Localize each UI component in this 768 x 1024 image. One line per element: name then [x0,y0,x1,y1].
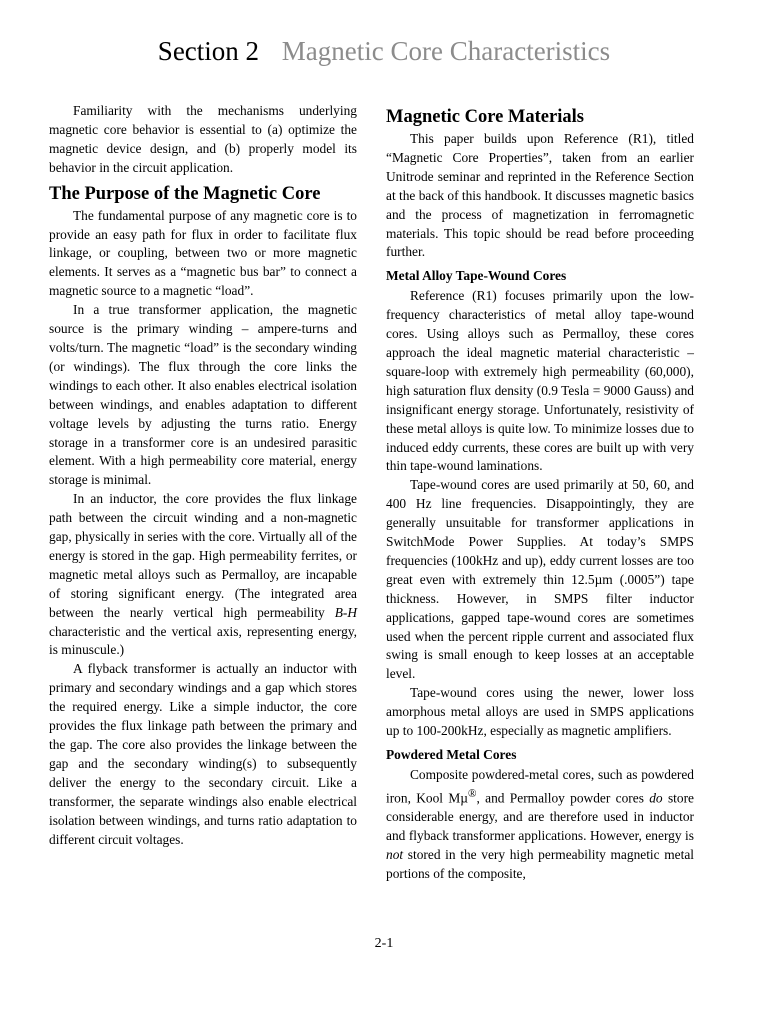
tape-wound-heading: Metal Alloy Tape-Wound Cores [386,268,567,284]
powdered-text-b: , and Permalloy powder cores [476,790,650,806]
purpose-paragraph-1: The fundamental purpose of any magnetic core is to provide an easy path for flux in order to facilitate flux linkage, or coupling, between two or more magnetic elements. It serves as a “magnetic bus bar” to connect a magnetic source to a magnetic “load”. [49,207,357,299]
powdered-text-c: store considerable energy, and are therefore used in inductor and flyback transformer applications. However, energy is [386,790,694,844]
section-title: Magnetic Core Characteristics [281,36,611,66]
registered-mark: ® [467,787,477,800]
powdered-paragraph-1 [386,766,694,884]
purpose-p3-text-a: In an inductor, the core provides the flux linkage path between the circuit winding and a non-magnetic gap, physically in series with the core. Virtually all of the energy is stored in the gap. High permeability ferrites, or magnetic metal alloys such as Permalloy, are incapable of storing significant energy. (The integrated area between the nearly vertical high permeability [49,491,357,620]
purpose-p3-text-b: characteristic and the vertical axis, representing energy, is minuscule.) [49,623,357,658]
powdered-text-d: stored in the very high permeability magnetic metal portions of the composite, [386,847,694,881]
purpose-heading: The Purpose of the Magnetic Core [49,183,321,204]
right-column [386,102,694,884]
tape-wound-paragraph-2: Tape-wound cores are used primarily at 50, 60, and 400 Hz line frequencies. Disappointingly, they are generally unsuitable for transformer applications in SwitchMode Power Supplies. At today’s SMPS frequencies (100kHz and up), eddy current losses are too great even with extremely thin 12.5µm (.0005”) tape thickness. However, in SMPS filter inductor applications, gapped tape-wound cores are sometimes used when the percent ripple current and associated flux swing is small enough to keep losses at an acceptable level. [386,477,694,682]
page-header [0,34,768,68]
not-italic: not [386,847,404,862]
purpose-paragraph-2: In a true transformer application, the magnetic source is the primary winding – ampere-turns and volts/turn. The magnetic “load” is the secondary winding (or windings). The flux through the core links the windings to each other. It also enables electrical isolation between windings, and enables adaptation to different voltage levels by adjusting the turns ratio. Energy storage in a transformer core is an undesired parasitic element. With a high permeability core material, energy storage is minimal. [49,302,357,488]
powdered-text-a: Composite powdered-metal cores, such as powdered iron, Kool Mµ [386,766,694,806]
powdered-heading: Powdered Metal Cores [386,747,517,762]
tape-wound-paragraph-3: Tape-wound cores using the newer, lower loss amorphous metal alloys are used in SMPS applications up to 100-200kHz, especially as magnetic amplifiers. [386,685,694,739]
page-number: 2-1 [374,936,394,951]
purpose-paragraph-4: A flyback transformer is actually an inductor with primary and secondary windings and a gap which stores the required energy. Like a simple inductor, the core provides the flux linkage path between the primary and the gap. The core also provides the linkage between the gap and the secondary winding(s) to subsequently deliver the energy to the secondary circuit. Like a transformer, the separate windings also enable electrical isolation between windings, and turns ratio adaptation to different circuit voltages. [49,661,357,847]
intro-paragraph: Familiarity with the mechanisms underlying magnetic core behavior is essential to (a) optimize the magnetic device design, and (b) properly model its behavior in the circuit application. [49,103,357,175]
materials-heading: Magnetic Core Materials [386,107,584,127]
section-number: Section 2 [157,36,260,66]
tape-wound-paragraph-1: Reference (R1) focuses primarily upon the low-frequency characteristics of metal alloy tape-wound cores. Using alloys such as Permalloy, these cores approach the ideal magnetic material characteristic – square-loop with extremely high permeability (60,000), high saturation flux density (0.9 Tesla = 9000 Gauss) and insignificant energy storage. Unfortunately, resistivity of these metal alloys is quite low. To minimize losses due to induced eddy currents, these cores are built up with very thin tape-wound laminations. [386,288,694,474]
do-italic: do [649,790,663,806]
left-column [49,102,357,849]
bh-italic: B-H [334,604,357,620]
materials-paragraph-1: This paper builds upon Reference (R1), titled “Magnetic Core Properties”, taken from an earlier Unitrode seminar and reprinted in the Reference Section at the back of this handbook. It discusses magnetic basics and the process of magnetization in ferromagnetic materials. This topic should be read before proceeding further. [386,131,694,260]
purpose-paragraph-3 [49,490,357,660]
